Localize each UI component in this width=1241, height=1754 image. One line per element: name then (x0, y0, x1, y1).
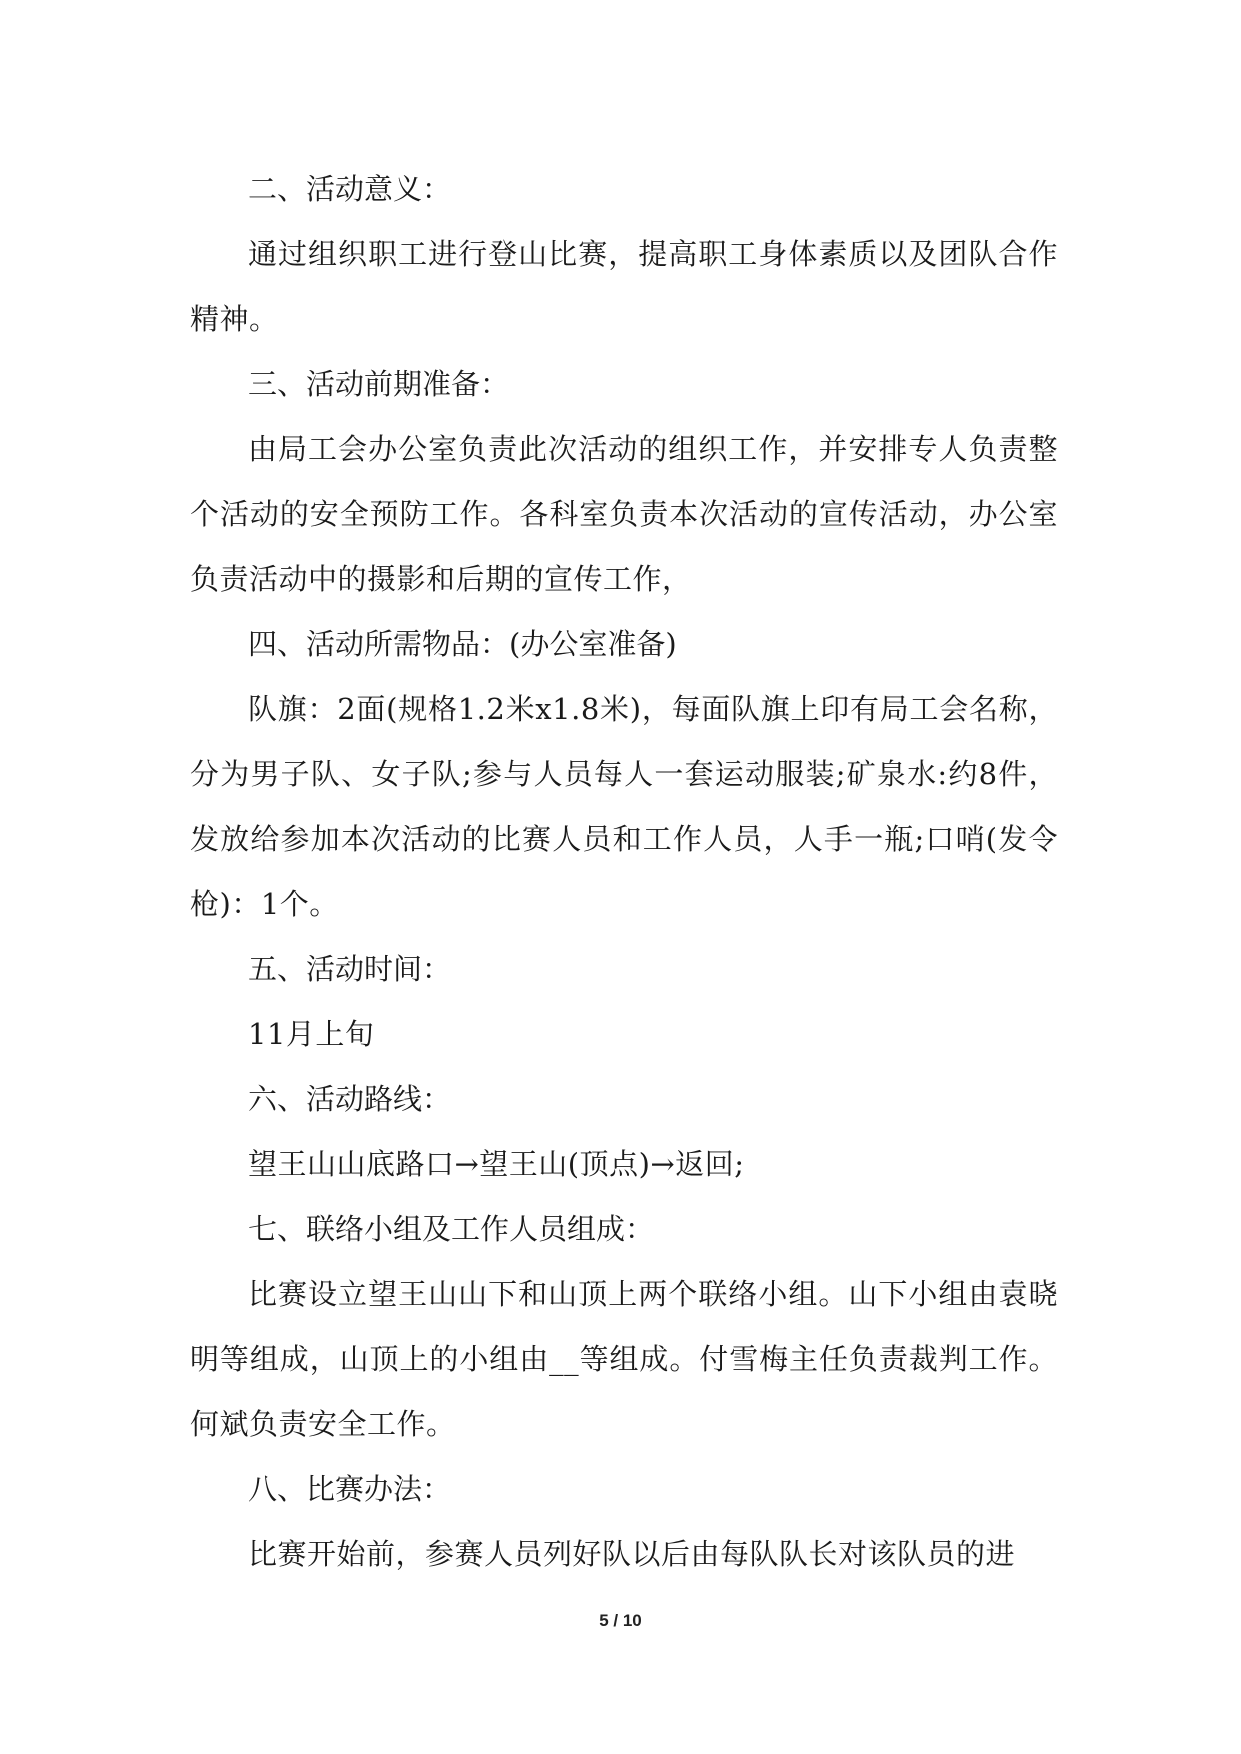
paragraph-time: 11月上旬 (248, 1017, 375, 1051)
paragraph-significance: 通过组织职工进行登山比赛，提高职工身体素质以及团队合作精神。 (190, 237, 1058, 336)
paragraph-staff: 比赛设立望王山山下和山顶上两个联络小组。山下小组由袁晓明等组成，山顶上的小组由__等组成。付雪梅主任负责裁判工作。何斌负责安全工作。 (190, 1277, 1058, 1441)
paragraph-preparation: 由局工会办公室负责此次活动的组织工作，并安排专人负责整个活动的安全预防工作。各科室负责本次活动的宣传活动，办公室负责活动中的摄影和后期的宣传工作， (190, 432, 1058, 596)
section-heading-preparation: 三、活动前期准备： (248, 367, 510, 401)
section-heading-staff: 七、联络小组及工作人员组成： (248, 1212, 655, 1246)
page-number: 5 / 10 (599, 1611, 642, 1630)
section-heading-time: 五、活动时间： (248, 952, 452, 986)
section-heading-supplies: 四、活动所需物品：(办公室准备) (248, 627, 677, 661)
paragraph-supplies: 队旗：2面(规格1.2米x1.8米)，每面队旗上印有局工会名称，分为男子队、女子队;参与人员每人一套运动服装;矿泉水:约8件，发放给参加本次活动的比赛人员和工作人员，人手一瓶;口哨(发令枪)：1个。 (190, 692, 1058, 921)
section-heading-significance: 二、活动意义： (248, 172, 452, 206)
section-heading-rules: 八、比赛办法： (248, 1472, 452, 1506)
section-heading-route: 六、活动路线： (248, 1082, 452, 1116)
paragraph-rules: 比赛开始前，参赛人员列好队以后由每队队长对该队员的进 (248, 1537, 1016, 1571)
paragraph-route: 望王山山底路口→望王山(顶点)→返回; (248, 1147, 745, 1181)
document-body (190, 157, 1058, 1587)
